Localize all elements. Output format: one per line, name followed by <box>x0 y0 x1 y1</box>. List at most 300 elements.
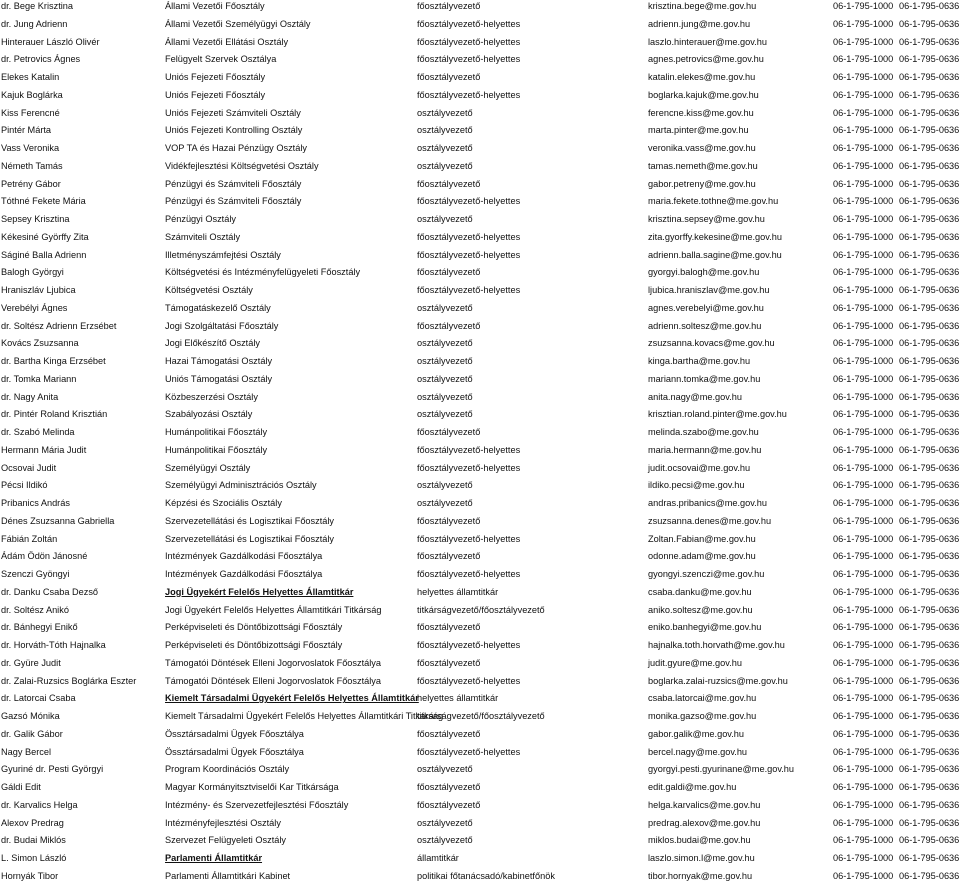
table-row <box>0 161 959 179</box>
position-cell: főosztályvezető-helyettes <box>417 462 521 473</box>
table-row <box>0 605 959 623</box>
unit-cell: Uniós Fejezeti Főosztály <box>165 72 266 82</box>
position-cell: osztályvezető <box>417 356 473 366</box>
name-cell: Dénes Zsuzsanna Gabriella <box>1 515 115 526</box>
phone-cell: 06-1-795-1000 <box>833 391 894 402</box>
fax-cell: 06-1-795-0636 <box>899 604 959 615</box>
position-cell: titkárságvezető/főosztályvezető <box>417 711 545 721</box>
fax-cell: 06-1-795-0636 <box>899 231 959 242</box>
unit-cell: Humánpolitikai Főosztály <box>165 427 268 437</box>
name-cell: Petrény Gábor <box>1 178 61 189</box>
position-cell: osztályvezető <box>417 338 473 349</box>
phone-cell: 06-1-795-1000 <box>833 799 894 810</box>
table-row <box>0 782 959 800</box>
fax-cell: 06-1-795-0636 <box>899 835 959 846</box>
email-cell[interactable]: andras.pribanics@me.gov.hu <box>648 498 767 508</box>
email-cell[interactable]: zita.gyorffy.kekesine@me.gov.hu <box>648 231 782 242</box>
email-cell[interactable]: tamas.nemeth@me.gov.hu <box>648 160 758 171</box>
position-cell: osztályvezető <box>417 835 473 846</box>
fax-cell: 06-1-795-0636 <box>899 515 959 526</box>
table-row <box>0 498 959 516</box>
name-cell: Vass Veronika <box>1 143 60 153</box>
position-cell: osztályvezető <box>417 125 473 136</box>
phone-cell: 06-1-795-1000 <box>833 711 894 721</box>
table-row <box>0 356 959 374</box>
position-cell: főosztályvezető-helyettes <box>417 444 521 455</box>
table-row <box>0 693 959 711</box>
table-row <box>0 480 959 498</box>
name-cell: Pécsi Ildikó <box>1 480 48 491</box>
phone-cell: 06-1-795-1000 <box>833 551 894 562</box>
phone-cell: 06-1-795-1000 <box>833 586 894 597</box>
name-cell: dr. Galik Gábor <box>1 728 63 739</box>
phone-cell: 06-1-795-1000 <box>833 782 894 792</box>
name-cell: dr. Karvalics Helga <box>1 799 78 810</box>
name-cell: dr. Soltész Adrienn Erzsébet <box>1 320 117 331</box>
phone-cell: 06-1-795-1000 <box>833 693 894 704</box>
name-cell: Elekes Katalin <box>1 72 60 82</box>
unit-cell: Kiemelt Társadalmi Ügyekért Felelős Helyettes Államtitkári Titkárság <box>165 711 444 721</box>
unit-cell: Jogi Szolgáltatási Főosztály <box>165 320 279 331</box>
name-cell: dr. Nagy Anita <box>1 391 59 402</box>
phone-cell: 06-1-795-1000 <box>833 622 894 633</box>
unit-cell: Szervezetellátási és Logisztikai Főosztály <box>165 515 335 526</box>
phone-cell: 06-1-795-1000 <box>833 36 894 47</box>
phone-cell: 06-1-795-1000 <box>833 640 894 650</box>
table-row <box>0 551 959 569</box>
email-cell[interactable]: ferencne.kiss@me.gov.hu <box>648 107 754 118</box>
name-cell: Balogh Györgyi <box>1 267 64 278</box>
unit-cell: Jogi Ügyekért Felelős Helyettes Államtitkár <box>165 586 354 597</box>
table-row <box>0 72 959 90</box>
position-cell: osztályvezető <box>417 214 473 224</box>
position-cell: osztályvezető <box>417 498 473 508</box>
unit-cell: Hazai Támogatási Osztály <box>165 356 273 366</box>
unit-cell: Szabályozási Osztály <box>165 409 253 420</box>
phone-cell: 06-1-795-1000 <box>833 444 894 455</box>
table-row <box>0 853 959 871</box>
position-cell: főosztályvezető <box>417 72 481 82</box>
email-cell[interactable]: judit.ocsovai@me.gov.hu <box>648 462 751 473</box>
fax-cell: 06-1-795-0636 <box>899 480 959 491</box>
table-row <box>0 179 959 197</box>
phone-cell: 06-1-795-1000 <box>833 231 894 242</box>
email-cell[interactable]: bercel.nagy@me.gov.hu <box>648 746 748 757</box>
unit-cell: Parlamenti Államtitkári Kabinet <box>165 870 291 881</box>
table-row <box>0 19 959 37</box>
position-cell: főosztályvezető-helyettes <box>417 196 521 207</box>
email-cell[interactable]: katalin.elekes@me.gov.hu <box>648 72 756 82</box>
fax-cell: 06-1-795-0636 <box>899 693 959 704</box>
email-cell[interactable]: krisztina.sepsey@me.gov.hu <box>648 214 765 224</box>
fax-cell: 06-1-795-0636 <box>899 214 959 224</box>
fax-cell: 06-1-795-0636 <box>899 54 959 65</box>
email-cell[interactable]: adrienn.jung@me.gov.hu <box>648 18 751 29</box>
fax-cell: 06-1-795-0636 <box>899 427 959 437</box>
fax-cell: 06-1-795-0636 <box>899 302 959 313</box>
email-cell[interactable]: adrienn.balla.sagine@me.gov.hu <box>648 249 782 260</box>
name-cell: dr. Horváth-Tóth Hajnalka <box>1 640 106 650</box>
phone-cell: 06-1-795-1000 <box>833 302 894 313</box>
phone-cell: 06-1-795-1000 <box>833 746 894 757</box>
unit-cell: Állami Vezetői Főosztály <box>165 1 265 11</box>
table-row <box>0 250 959 268</box>
unit-cell: Támogatói Döntések Elleni Jogorvoslatok Főosztálya <box>165 675 382 686</box>
phone-cell: 06-1-795-1000 <box>833 214 894 224</box>
table-row <box>0 711 959 729</box>
name-cell: dr. Jung Adrienn <box>1 18 68 29</box>
table-row <box>0 232 959 250</box>
fax-cell: 06-1-795-0636 <box>899 551 959 562</box>
name-cell: Hornyák Tibor <box>1 870 59 881</box>
fax-cell: 06-1-795-0636 <box>899 356 959 366</box>
phone-cell: 06-1-795-1000 <box>833 285 894 295</box>
fax-cell: 06-1-795-0636 <box>899 107 959 118</box>
email-cell[interactable]: odonne.adam@me.gov.hu <box>648 551 756 562</box>
name-cell: Verebélyi Ágnes <box>1 302 68 313</box>
name-cell: dr. Bartha Kinga Erzsébet <box>1 356 106 366</box>
phone-cell: 06-1-795-1000 <box>833 373 894 384</box>
table-row <box>0 463 959 481</box>
table-row <box>0 392 959 410</box>
unit-cell: Támogatáskezelő Osztály <box>165 302 271 313</box>
unit-cell: Intézmények Gazdálkodási Főosztálya <box>165 569 323 579</box>
phone-cell: 06-1-795-1000 <box>833 107 894 118</box>
table-row <box>0 90 959 108</box>
name-cell: Gazsó Mónika <box>1 711 60 721</box>
table-row <box>0 534 959 552</box>
unit-cell: Jogi Előkészítő Osztály <box>165 338 260 349</box>
table-row <box>0 835 959 853</box>
email-cell[interactable]: maria.hermann@me.gov.hu <box>648 444 762 455</box>
unit-cell: VOP TA és Hazai Pénzügy Osztály <box>165 143 307 153</box>
email-cell[interactable]: Zoltan.Fabian@me.gov.hu <box>648 533 756 544</box>
fax-cell: 06-1-795-0636 <box>899 72 959 82</box>
position-cell: főosztályvezető-helyettes <box>417 54 521 65</box>
name-cell: dr. Bege Krisztina <box>1 1 74 11</box>
fax-cell: 06-1-795-0636 <box>899 338 959 349</box>
unit-cell: Állami Vezetői Személyügyi Osztály <box>165 18 311 29</box>
name-cell: Ádám Ödön Jánosné <box>1 551 88 562</box>
phone-cell: 06-1-795-1000 <box>833 675 894 686</box>
phone-cell: 06-1-795-1000 <box>833 728 894 739</box>
phone-cell: 06-1-795-1000 <box>833 18 894 29</box>
email-cell[interactable]: laszlo.hinterauer@me.gov.hu <box>648 36 767 47</box>
table-row <box>0 108 959 126</box>
unit-cell: Uniós Támogatási Osztály <box>165 373 273 384</box>
phone-cell: 06-1-795-1000 <box>833 604 894 615</box>
name-cell: Fábián Zoltán <box>1 533 58 544</box>
position-cell: főosztályvezető-helyettes <box>417 675 521 686</box>
position-cell: osztályvezető <box>417 391 473 402</box>
table-row <box>0 196 959 214</box>
name-cell: dr. Gyüre Judit <box>1 657 61 668</box>
email-cell[interactable]: gyorgyi.pesti.gyurinane@me.gov.hu <box>648 764 795 775</box>
table-row <box>0 37 959 55</box>
phone-cell: 06-1-795-1000 <box>833 853 894 863</box>
unit-cell: Felügyelt Szervek Osztálya <box>165 54 277 65</box>
email-cell[interactable]: gabor.petreny@me.gov.hu <box>648 178 756 189</box>
phone-cell: 06-1-795-1000 <box>833 160 894 171</box>
name-cell: Hinterauer László Olivér <box>1 36 100 47</box>
name-cell: Hermann Mária Judit <box>1 444 87 455</box>
unit-cell: Intézmény- és Szervezetfejlesztési Főosztály <box>165 799 349 810</box>
email-cell[interactable]: csaba.latorcai@me.gov.hu <box>648 693 757 704</box>
table-row <box>0 267 959 285</box>
table-row <box>0 285 959 303</box>
phone-cell: 06-1-795-1000 <box>833 54 894 65</box>
table-row <box>0 569 959 587</box>
unit-cell: Össztársadalmi Ügyek Főosztálya <box>165 746 304 757</box>
email-cell[interactable]: ljubica.hraniszlav@me.gov.hu <box>648 285 770 295</box>
unit-cell: Közbeszerzési Osztály <box>165 391 258 402</box>
fax-cell: 06-1-795-0636 <box>899 799 959 810</box>
fax-cell: 06-1-795-0636 <box>899 178 959 189</box>
name-cell: Németh Tamás <box>1 160 63 171</box>
phone-cell: 06-1-795-1000 <box>833 320 894 331</box>
position-cell: főosztályvezető-helyettes <box>417 18 521 29</box>
email-cell[interactable]: laszlo.simon.l@me.gov.hu <box>648 853 755 863</box>
email-cell[interactable]: helga.karvalics@me.gov.hu <box>648 799 761 810</box>
fax-cell: 06-1-795-0636 <box>899 285 959 295</box>
email-cell[interactable]: gabor.galik@me.gov.hu <box>648 728 744 739</box>
position-cell: osztályvezető <box>417 764 473 775</box>
unit-cell: Perképviseleti és Döntőbizottsági Főosztály <box>165 622 343 633</box>
unit-cell: Pénzügyi és Számviteli Főosztály <box>165 178 302 189</box>
phone-cell: 06-1-795-1000 <box>833 835 894 846</box>
email-cell[interactable]: tibor.hornyak@me.gov.hu <box>648 870 753 881</box>
phone-cell: 06-1-795-1000 <box>833 89 894 100</box>
unit-cell: Támogatói Döntések Elleni Jogorvoslatok Főosztálya <box>165 657 382 668</box>
table-row <box>0 427 959 445</box>
name-cell: Szenczi Gyöngyi <box>1 569 70 579</box>
email-cell[interactable]: zsuzsanna.kovacs@me.gov.hu <box>648 338 775 349</box>
name-cell: dr. Petrovics Ágnes <box>1 54 81 65</box>
table-row <box>0 871 959 889</box>
email-cell[interactable]: eniko.banhegyi@me.gov.hu <box>648 622 762 633</box>
email-cell[interactable]: marta.pinter@me.gov.hu <box>648 125 749 136</box>
position-cell: osztályvezető <box>417 143 473 153</box>
email-cell[interactable]: gyorgyi.balogh@me.gov.hu <box>648 267 760 278</box>
position-cell: főosztályvezető-helyettes <box>417 249 521 260</box>
email-cell[interactable]: gyongyi.szenczi@me.gov.hu <box>648 569 765 579</box>
table-row <box>0 374 959 392</box>
name-cell: Kovács Zsuzsanna <box>1 338 79 349</box>
fax-cell: 06-1-795-0636 <box>899 143 959 153</box>
phone-cell: 06-1-795-1000 <box>833 267 894 278</box>
name-cell: dr. Danku Csaba Dezső <box>1 586 99 597</box>
table-row <box>0 214 959 232</box>
position-cell: főosztályvezető <box>417 622 481 633</box>
name-cell: Kiss Ferencné <box>1 107 60 118</box>
unit-cell: Össztársadalmi Ügyek Főosztálya <box>165 728 304 739</box>
unit-cell: Szervezet Felügyeleti Osztály <box>165 835 287 846</box>
email-cell[interactable]: krisztian.roland.pinter@me.gov.hu <box>648 409 787 420</box>
fax-cell: 06-1-795-0636 <box>899 196 959 207</box>
position-cell: osztályvezető <box>417 160 473 171</box>
name-cell: Pribanics András <box>1 498 70 508</box>
fax-cell: 06-1-795-0636 <box>899 782 959 792</box>
phone-cell: 06-1-795-1000 <box>833 196 894 207</box>
email-cell[interactable]: hajnalka.toth.horvath@me.gov.hu <box>648 640 785 650</box>
name-cell: Ságiné Balla Adrienn <box>1 249 87 260</box>
position-cell: politikai főtanácsadó/kabinetfőnök <box>417 870 555 881</box>
phone-cell: 06-1-795-1000 <box>833 143 894 153</box>
fax-cell: 06-1-795-0636 <box>899 711 959 721</box>
name-cell: Gyuriné dr. Pesti Györgyi <box>1 764 104 775</box>
name-cell: dr. Szabó Melinda <box>1 427 75 437</box>
unit-cell: Pénzügyi és Számviteli Főosztály <box>165 196 302 207</box>
name-cell: dr. Bánhegyi Enikő <box>1 622 78 633</box>
fax-cell: 06-1-795-0636 <box>899 444 959 455</box>
email-cell[interactable]: anita.nagy@me.gov.hu <box>648 391 742 402</box>
unit-cell: Illetményszámfejtési Osztály <box>165 249 281 260</box>
fax-cell: 06-1-795-0636 <box>899 675 959 686</box>
email-cell[interactable]: predrag.alexov@me.gov.hu <box>648 817 761 828</box>
position-cell: főosztályvezető-helyettes <box>417 36 521 47</box>
table-row <box>0 587 959 605</box>
unit-cell: Pénzügyi Osztály <box>165 214 236 224</box>
email-cell[interactable]: edit.galdi@me.gov.hu <box>648 782 737 792</box>
email-cell[interactable]: miklos.budai@me.gov.hu <box>648 835 751 846</box>
position-cell: főosztályvezető <box>417 782 481 792</box>
fax-cell: 06-1-795-0636 <box>899 391 959 402</box>
email-cell[interactable]: adrienn.soltesz@me.gov.hu <box>648 320 762 331</box>
email-cell[interactable]: krisztina.bege@me.gov.hu <box>648 1 757 11</box>
fax-cell: 06-1-795-0636 <box>899 320 959 331</box>
position-cell: helyettes államtitkár <box>417 693 499 704</box>
name-cell: Ocsovai Judit <box>1 462 57 473</box>
position-cell: titkárságvezető/főosztályvezető <box>417 604 545 615</box>
table-row <box>0 658 959 676</box>
email-cell[interactable]: melinda.szabo@me.gov.hu <box>648 427 759 437</box>
position-cell: főosztályvezető-helyettes <box>417 640 521 650</box>
email-cell[interactable]: maria.fekete.tothne@me.gov.hu <box>648 196 779 207</box>
fax-cell: 06-1-795-0636 <box>899 89 959 100</box>
name-cell: Sepsey Krisztina <box>1 214 70 224</box>
unit-cell: Jogi Ügyekért Felelős Helyettes Államtitkári Titkárság <box>165 604 382 615</box>
table-row <box>0 622 959 640</box>
phone-cell: 06-1-795-1000 <box>833 764 894 775</box>
phone-cell: 06-1-795-1000 <box>833 125 894 136</box>
name-cell: dr. Pintér Roland Krisztián <box>1 409 108 420</box>
email-cell[interactable]: veronika.vass@me.gov.hu <box>648 143 756 153</box>
position-cell: osztályvezető <box>417 107 473 118</box>
fax-cell: 06-1-795-0636 <box>899 267 959 278</box>
phone-cell: 06-1-795-1000 <box>833 1 894 11</box>
email-cell[interactable]: agnes.petrovics@me.gov.hu <box>648 54 764 65</box>
fax-cell: 06-1-795-0636 <box>899 36 959 47</box>
phone-cell: 06-1-795-1000 <box>833 427 894 437</box>
email-cell[interactable]: boglarka.zalai-ruzsics@me.gov.hu <box>648 675 788 686</box>
name-cell: Hraniszláv Ljubica <box>1 285 76 295</box>
fax-cell: 06-1-795-0636 <box>899 18 959 29</box>
unit-cell: Vidékfejlesztési Költségvetési Osztály <box>165 160 319 171</box>
name-cell: dr. Budai Miklós <box>1 835 66 846</box>
position-cell: főosztályvezető <box>417 267 481 278</box>
email-cell[interactable]: ildiko.pecsi@me.gov.hu <box>648 480 745 491</box>
phone-cell: 06-1-795-1000 <box>833 533 894 544</box>
table-row <box>0 143 959 161</box>
position-cell: főosztályvezető <box>417 1 481 11</box>
email-cell[interactable]: agnes.verebelyi@me.gov.hu <box>648 302 764 313</box>
fax-cell: 06-1-795-0636 <box>899 533 959 544</box>
phone-cell: 06-1-795-1000 <box>833 817 894 828</box>
name-cell: Tóthné Fekete Mária <box>1 196 86 207</box>
position-cell: osztályvezető <box>417 817 473 828</box>
name-cell: dr. Tomka Mariann <box>1 373 77 384</box>
unit-cell: Költségvetési Osztály <box>165 285 253 295</box>
table-row <box>0 303 959 321</box>
email-cell[interactable]: mariann.tomka@me.gov.hu <box>648 373 761 384</box>
phone-cell: 06-1-795-1000 <box>833 356 894 366</box>
email-cell[interactable]: kinga.bartha@me.gov.hu <box>648 356 751 366</box>
position-cell: főosztályvezető <box>417 178 481 189</box>
table-row <box>0 409 959 427</box>
unit-cell: Számviteli Osztály <box>165 231 241 242</box>
fax-cell: 06-1-795-0636 <box>899 498 959 508</box>
phone-cell: 06-1-795-1000 <box>833 498 894 508</box>
position-cell: főosztályvezető <box>417 799 481 810</box>
position-cell: főosztályvezető <box>417 427 481 437</box>
phone-cell: 06-1-795-1000 <box>833 338 894 349</box>
email-cell[interactable]: boglarka.kajuk@me.gov.hu <box>648 89 759 100</box>
unit-cell: Személyügyi Osztály <box>165 462 251 473</box>
position-cell: helyettes államtitkár <box>417 586 499 597</box>
email-cell[interactable]: zsuzsanna.denes@me.gov.hu <box>648 515 772 526</box>
name-cell: Pintér Márta <box>1 125 52 136</box>
phone-cell: 06-1-795-1000 <box>833 249 894 260</box>
table-row <box>0 640 959 658</box>
table-row <box>0 321 959 339</box>
phone-cell: 06-1-795-1000 <box>833 72 894 82</box>
position-cell: osztályvezető <box>417 373 473 384</box>
fax-cell: 06-1-795-0636 <box>899 728 959 739</box>
unit-cell: Uniós Fejezeti Számviteli Osztály <box>165 107 301 118</box>
phone-cell: 06-1-795-1000 <box>833 480 894 491</box>
position-cell: főosztályvezető <box>417 728 481 739</box>
unit-cell: Személyügyi Adminisztrációs Osztály <box>165 480 317 491</box>
email-cell[interactable]: aniko.soltesz@me.gov.hu <box>648 604 753 615</box>
unit-cell: Uniós Fejezeti Főosztály <box>165 89 266 100</box>
unit-cell: Képzési és Szociális Osztály <box>165 498 282 508</box>
table-row <box>0 800 959 818</box>
unit-cell: Kiemelt Társadalmi Ügyekért Felelős Helyettes Államtitkár <box>165 693 419 704</box>
position-cell: főosztályvezető <box>417 657 481 668</box>
table-row <box>0 516 959 534</box>
fax-cell: 06-1-795-0636 <box>899 462 959 473</box>
fax-cell: 06-1-795-0636 <box>899 764 959 775</box>
name-cell: Nagy Bercel <box>1 746 52 757</box>
email-cell[interactable]: judit.gyure@me.gov.hu <box>648 657 742 668</box>
position-cell: főosztályvezető <box>417 320 481 331</box>
email-cell[interactable]: csaba.danku@me.gov.hu <box>648 586 752 597</box>
name-cell: L. Simon László <box>1 853 67 863</box>
fax-cell: 06-1-795-0636 <box>899 409 959 420</box>
name-cell: Kékesiné Györffy Zita <box>1 231 89 242</box>
fax-cell: 06-1-795-0636 <box>899 746 959 757</box>
table-row <box>0 1 959 19</box>
position-cell: osztályvezető <box>417 409 473 420</box>
fax-cell: 06-1-795-0636 <box>899 657 959 668</box>
fax-cell: 06-1-795-0636 <box>899 160 959 171</box>
unit-cell: Intézmények Gazdálkodási Főosztálya <box>165 551 323 562</box>
position-cell: főosztályvezető-helyettes <box>417 89 521 100</box>
fax-cell: 06-1-795-0636 <box>899 586 959 597</box>
email-cell[interactable]: monika.gazso@me.gov.hu <box>648 711 757 721</box>
name-cell: Gáldi Edit <box>1 782 41 792</box>
position-cell: főosztályvezető-helyettes <box>417 285 521 295</box>
